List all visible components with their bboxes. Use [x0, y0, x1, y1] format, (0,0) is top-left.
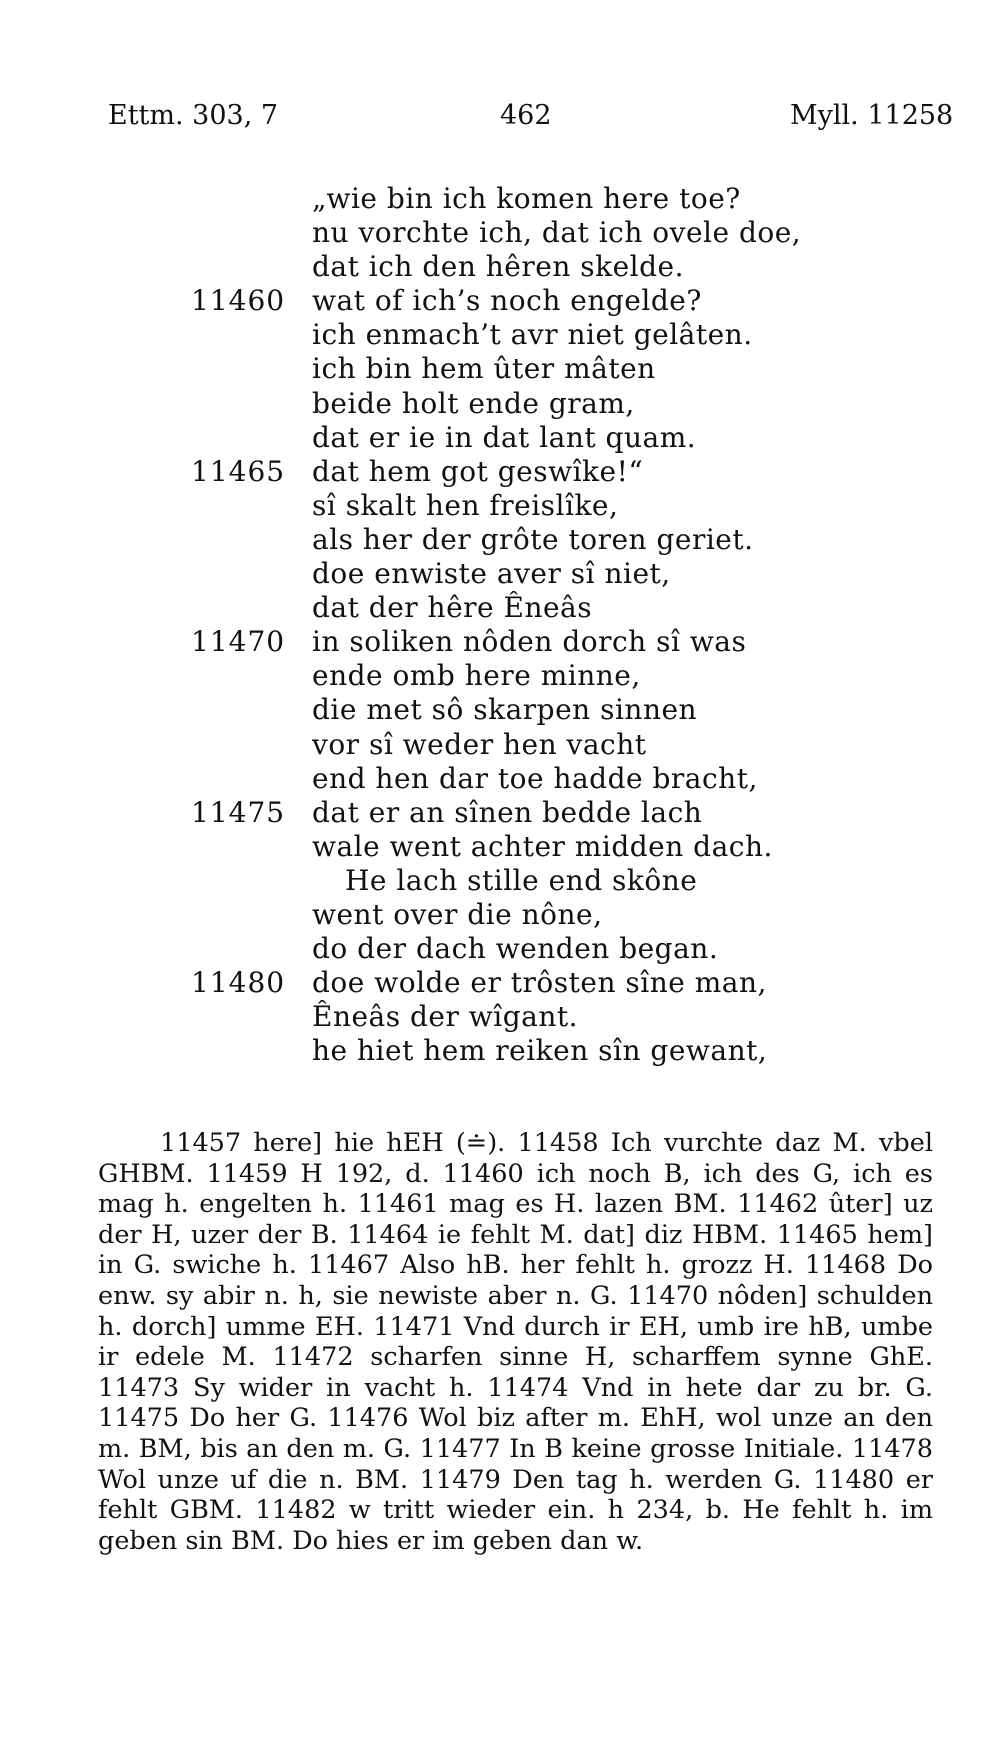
verse-line	[0, 1034, 1000, 1068]
verse-text: dat er an sînen bedde lach	[312, 795, 703, 829]
verse-line	[0, 523, 1000, 557]
verse-text: die met sô skarpen sinnen	[312, 693, 698, 727]
verse-text: ende omb here minne,	[312, 659, 641, 693]
verse-text: wale went achter midden dach.	[312, 829, 773, 863]
line-number: 11470	[191, 625, 286, 659]
line-number: 11460	[191, 284, 286, 318]
verse-line	[0, 932, 1000, 966]
header-left-reference: Ettm. 303, 7	[108, 100, 279, 131]
verse-line	[0, 352, 1000, 386]
verse-text: wat of ich’s noch engelde?	[312, 284, 702, 318]
verse-line	[0, 693, 1000, 727]
verse-text: went over die nône,	[312, 897, 603, 931]
verse-line	[0, 557, 1000, 591]
verse-line	[0, 1000, 1000, 1034]
verse-line	[0, 659, 1000, 693]
verse-text: dat hem got geswîke!“	[312, 454, 644, 488]
verse-text: he hiet hem reiken sîn gewant,	[312, 1034, 768, 1068]
verse-line	[0, 864, 1000, 898]
verse-line	[0, 182, 1000, 216]
verse-line	[0, 318, 1000, 352]
verse-text: ich enmach’t avr niet gelâten.	[312, 318, 753, 352]
verse-line	[0, 387, 1000, 421]
apparatus-notes: 11457 here] hie hEH (≐). 11458 Ich vurchte daz M. vbel GHBM. 11459 H 192, d. 11460 ich noch B, ich des G, ich es mag h. engelten h. 11461 mag es H. lazen BM. 11462 ûter] uz der H, uzer der B. 11464 ie fehlt M. dat] diz HBM. 11465 hem] in G. swiche h. 11467 Also hB. her fehlt h. grozz H. 11468 Do enw. sy abir n. h, sie newiste aber n. G. 11470 nôden] schulden h. dorch] umme EH. 11471 Vnd durch ir EH, umb ire hB, umbe ir edele M. 11472 scharfen sinne H, scharffem synne GhE. 11473 Sy wider in vacht h. 11474 Vnd in hete dar zu br. G. 11475 Do her G. 11476 Wol biz after m. EhH, wol unze an den m. BM, bis an den m. G. 11477 In B keine grosse Initiale. 11478 Wol unze uf die n. BM. 11479 Den tag h. werden G. 11480 er fehlt GBM. 11482 w tritt wieder ein. h 234, b. He fehlt h. im geben sin BM. Do hies er im geben dan w.	[98, 1128, 933, 1556]
verse-line	[0, 455, 1000, 489]
line-number: 11465	[191, 454, 286, 488]
verse-line	[0, 216, 1000, 250]
verse-line	[0, 250, 1000, 284]
critical-apparatus	[98, 1128, 933, 1556]
verse-text: beide holt ende gram,	[312, 386, 635, 420]
verse-line	[0, 284, 1000, 318]
verse-line	[0, 796, 1000, 830]
verse-line	[0, 762, 1000, 796]
page-number: 462	[500, 100, 552, 131]
verse-text: doe wolde er trôsten sîne man,	[312, 966, 767, 1000]
verse-text: dat ich den hêren skelde.	[312, 250, 685, 284]
header-right-reference: Myll. 11258	[790, 100, 954, 131]
verse-line	[0, 625, 1000, 659]
verse-text: als her der grôte toren geriet.	[312, 522, 754, 556]
verse-text: ich bin hem ûter mâten	[312, 352, 656, 386]
verse-line	[0, 421, 1000, 455]
verse-text: „wie bin ich komen here toe?	[312, 182, 741, 215]
verse-text: do der dach wenden began.	[312, 932, 719, 966]
verse-text: Êneâs der wîgant.	[312, 1000, 579, 1034]
verse-line	[0, 966, 1000, 1000]
verse-text: dat der hêre Êneâs	[312, 591, 593, 625]
verse-line	[0, 591, 1000, 625]
line-number: 11475	[191, 795, 286, 829]
verse-text: in soliken nôden dorch sî was	[312, 625, 747, 659]
verse-line	[0, 830, 1000, 864]
verse-text: end hen dar toe hadde bracht,	[312, 761, 758, 795]
page-header	[0, 100, 1000, 140]
verse-line	[0, 728, 1000, 762]
verse-text: vor sî weder hen vacht	[312, 727, 647, 761]
verse-text: dat er ie in dat lant quam.	[312, 420, 697, 454]
verse-block	[0, 182, 1000, 1068]
verse-text: doe enwiste aver sî niet,	[312, 557, 671, 591]
verse-line	[0, 489, 1000, 523]
verse-text: sî skalt hen freislîke,	[312, 488, 619, 522]
line-number: 11480	[191, 966, 286, 1000]
verse-line	[0, 898, 1000, 932]
verse-text: He lach stille end skône	[345, 863, 698, 897]
verse-text: nu vorchte ich, dat ich ovele doe,	[312, 216, 802, 250]
